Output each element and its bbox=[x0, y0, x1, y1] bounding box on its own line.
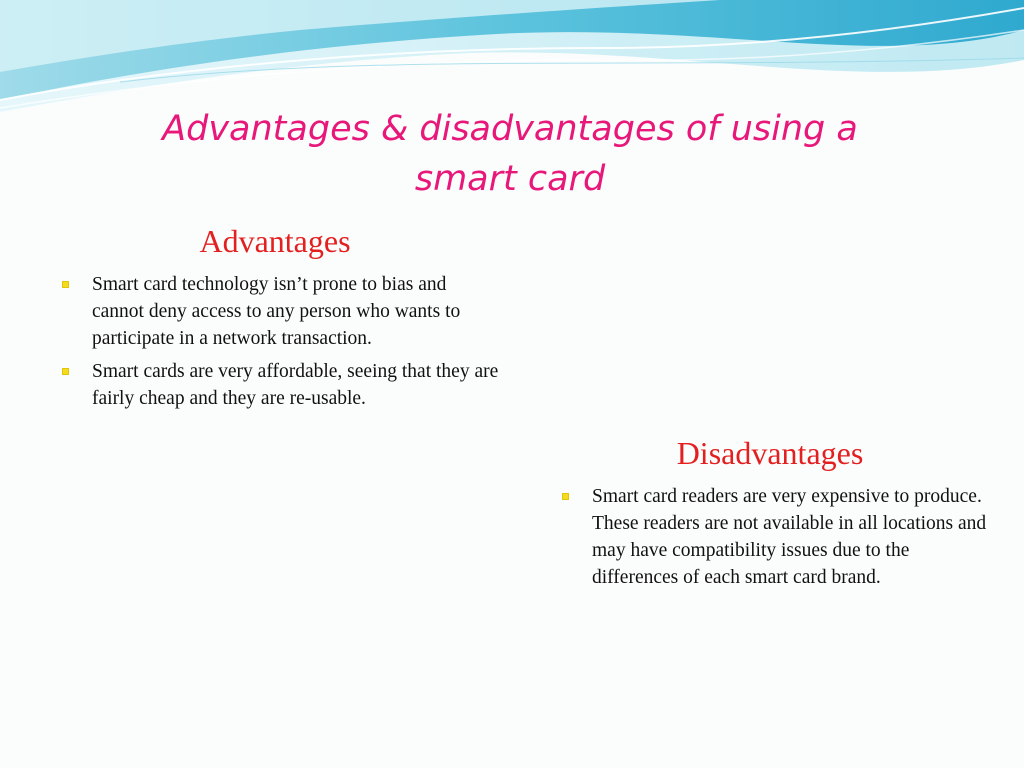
slide-title bbox=[60, 104, 960, 204]
list-item bbox=[60, 271, 500, 352]
square-bullet-icon bbox=[62, 281, 69, 288]
slide-title-line-2: smart card bbox=[414, 159, 606, 199]
list-item-text: Smart cards are very affordable, seeing that they are fairly cheap and they are re-usable. bbox=[92, 361, 499, 409]
advantages-list bbox=[60, 271, 500, 418]
disadvantages-list bbox=[560, 483, 990, 597]
advantages-heading: Advantages bbox=[199, 223, 351, 259]
list-item bbox=[60, 358, 500, 412]
list-item-text: Smart card technology isn’t prone to bias and cannot deny access to any person who wants to participate in a network transaction. bbox=[92, 274, 461, 349]
slide-title-line-1: Advantages & disadvantages of using a bbox=[162, 109, 858, 149]
decorative-wave-header bbox=[0, 0, 1024, 120]
list-item-text: Smart card readers are very expensive to produce. These readers are not available in all locations and may have compatibility issues due to the differences of each smart card brand. bbox=[592, 486, 987, 588]
square-bullet-icon bbox=[562, 493, 569, 500]
list-item bbox=[560, 483, 990, 591]
square-bullet-icon bbox=[62, 368, 69, 375]
disadvantages-heading: Disadvantages bbox=[676, 435, 864, 471]
